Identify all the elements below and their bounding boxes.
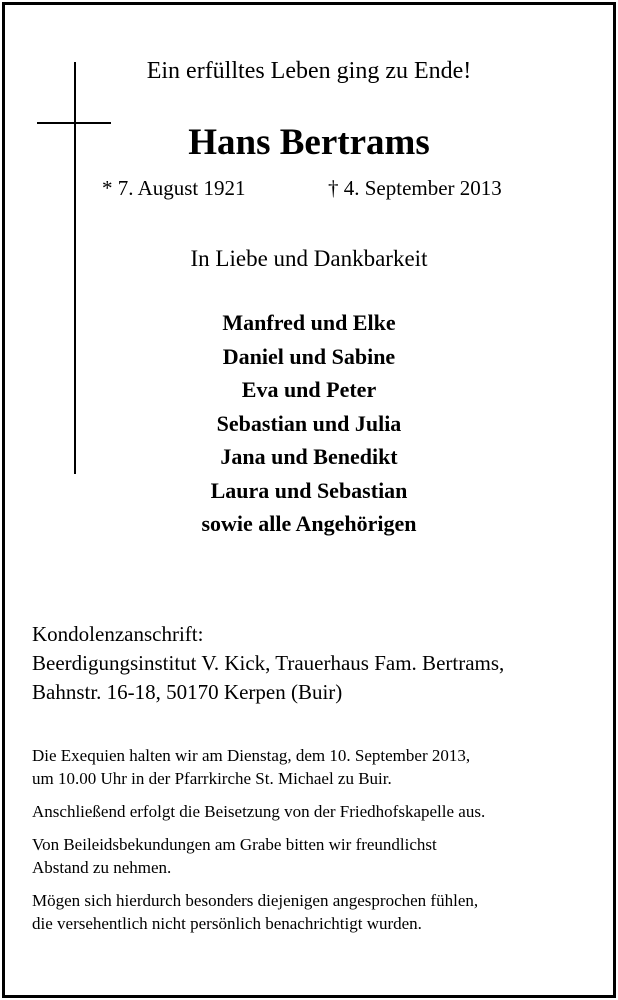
condolence-heading: Kondolenzanschrift: (32, 622, 204, 646)
note-paragraph (32, 800, 592, 823)
mourner-item: Manfred und Elke (222, 310, 396, 335)
note-line: Mögen sich hierdurch besonders diejenigen angesprochen fühlen, (32, 891, 479, 910)
mourners-list (0, 306, 618, 541)
mourner-item: Sebastian und Julia (216, 410, 402, 436)
note-line: um 10.00 Uhr in der Pfarrkirche St. Michael zu Buir. (32, 769, 392, 788)
note-line: Abstand zu nehmen. (32, 858, 172, 877)
deceased-name: Hans Bertrams (188, 122, 430, 163)
condolence-address (32, 620, 504, 707)
note-line: Von Beileidsbekundungen am Grabe bitten wir freundlichst (32, 835, 437, 854)
note-line: Anschließend erfolgt die Beisetzung von der Friedhofskapelle aus. (32, 802, 486, 821)
mourner-item: Laura und Sebastian (210, 477, 408, 503)
condolence-line: Beerdigungsinstitut V. Kick, Trauerhaus Fam. Bertrams, (32, 651, 505, 675)
condolence-line: Bahnstr. 16-18, 50170 Kerpen (Buir) (32, 680, 343, 704)
mourner-item: Jana und Benedikt (220, 444, 398, 469)
mourner-item: sowie alle Angehörigen (201, 511, 417, 536)
birth-date: * 7. August 1921 (102, 176, 246, 200)
note-paragraph (32, 833, 592, 879)
motto: Ein erfülltes Leben ging zu Ende! (146, 58, 472, 84)
mourner-item: Eva und Peter (241, 377, 377, 402)
note-paragraph (32, 744, 592, 790)
dedication: In Liebe und Dankbarkeit (190, 246, 428, 271)
note-line: Die Exequien halten wir am Dienstag, dem 10. September 2013, (32, 746, 471, 765)
funeral-notes (32, 744, 592, 945)
death-date: † 4. September 2013 (328, 176, 502, 200)
mourner-item: Daniel und Sabine (222, 343, 396, 369)
note-line: die versehentlich nicht persönlich benachrichtigt wurden. (32, 914, 422, 933)
note-paragraph (32, 889, 592, 935)
